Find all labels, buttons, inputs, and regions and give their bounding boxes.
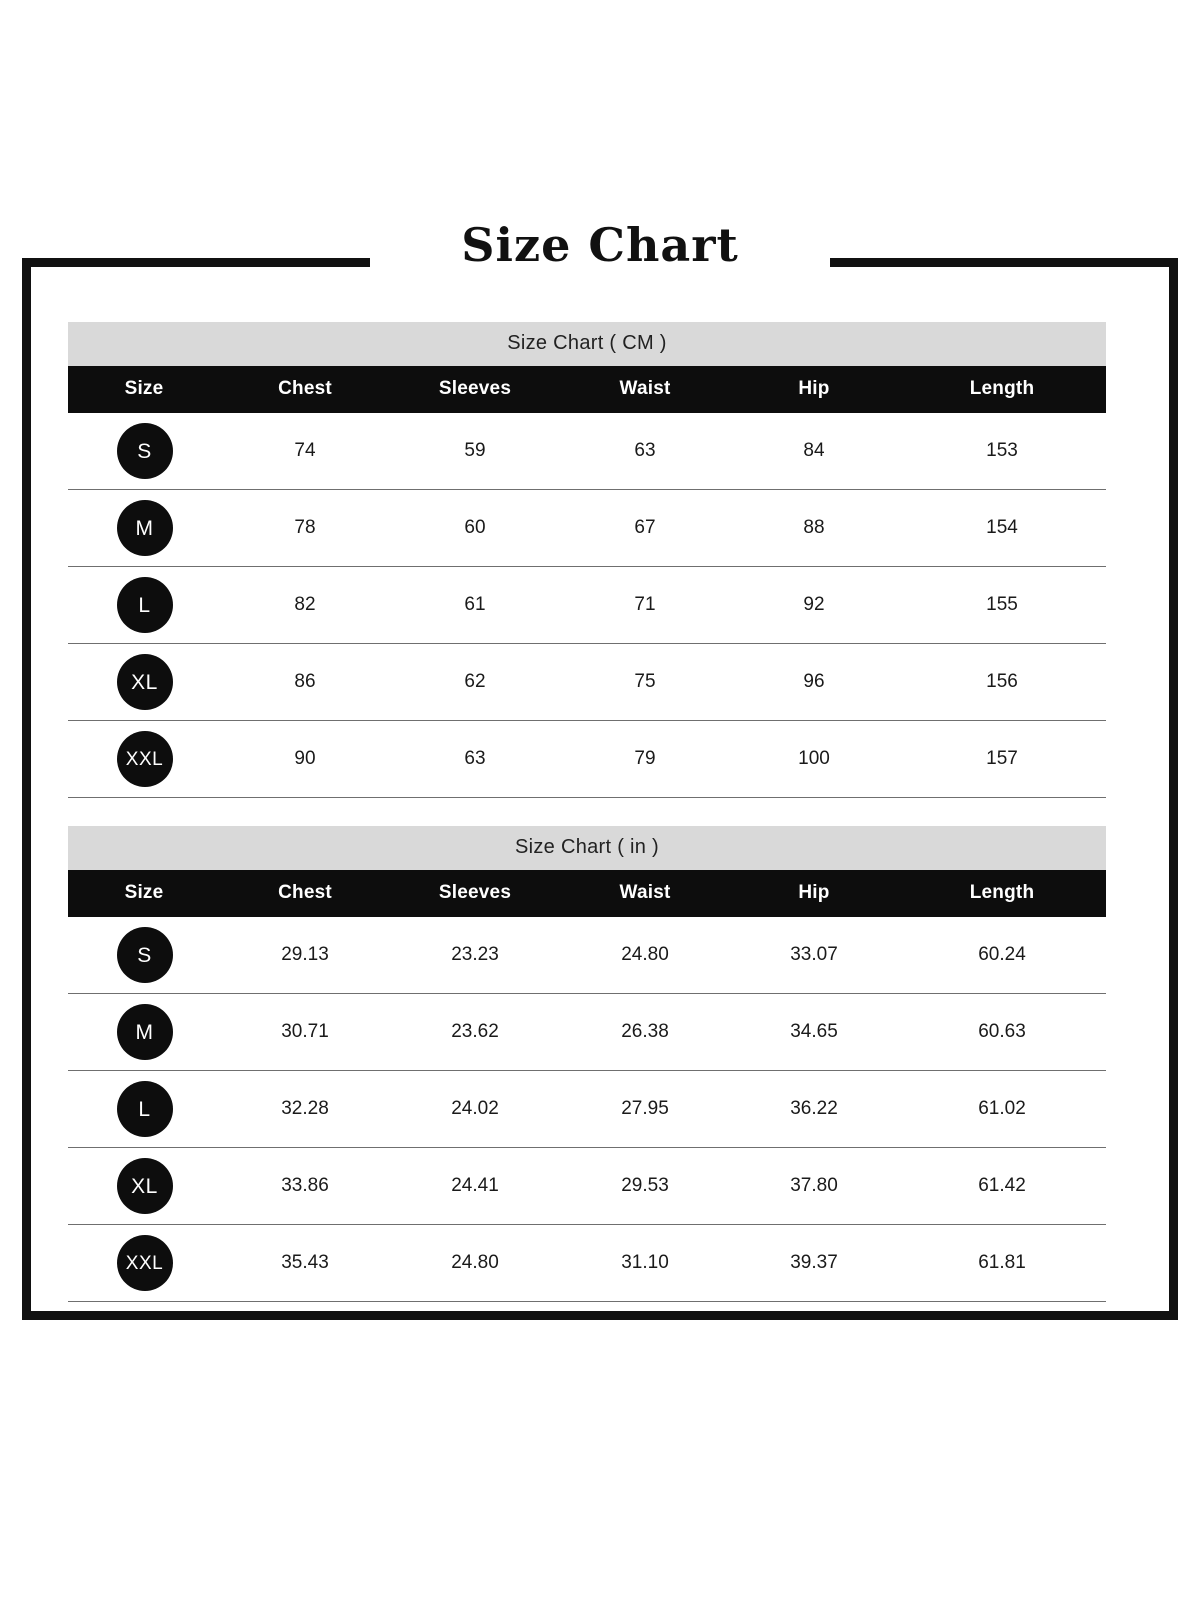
waist-cell: 24.80	[560, 917, 730, 994]
frame-bottom-border	[22, 1311, 1178, 1320]
column-header-chest: Chest	[220, 870, 390, 917]
column-header-size: Size	[68, 366, 220, 413]
length-cell: 155	[898, 567, 1106, 644]
size-cell	[68, 490, 220, 567]
size-cell	[68, 994, 220, 1071]
size-badge: L	[117, 1081, 173, 1137]
size-badge: S	[117, 423, 173, 479]
hip-cell: 33.07	[730, 917, 898, 994]
chest-cell: 90	[220, 721, 390, 798]
table-row	[68, 917, 1106, 994]
size-chart-in-block	[68, 826, 1106, 1302]
size-chart-in-caption: Size Chart ( in )	[68, 826, 1106, 870]
hip-cell: 88	[730, 490, 898, 567]
waist-cell: 71	[560, 567, 730, 644]
hip-cell: 36.22	[730, 1071, 898, 1148]
sleeves-cell: 24.02	[390, 1071, 560, 1148]
size-cell	[68, 1071, 220, 1148]
hip-cell: 100	[730, 721, 898, 798]
column-header-hip: Hip	[730, 366, 898, 413]
column-header-waist: Waist	[560, 870, 730, 917]
page-title: Size Chart	[461, 218, 739, 272]
length-cell: 156	[898, 644, 1106, 721]
length-cell: 61.02	[898, 1071, 1106, 1148]
chest-cell: 78	[220, 490, 390, 567]
hip-cell: 37.80	[730, 1148, 898, 1225]
size-badge: L	[117, 577, 173, 633]
size-cell	[68, 413, 220, 490]
chest-cell: 86	[220, 644, 390, 721]
table-header-row	[68, 870, 1106, 917]
sleeves-cell: 61	[390, 567, 560, 644]
hip-cell: 39.37	[730, 1225, 898, 1302]
size-cell	[68, 721, 220, 798]
size-cell	[68, 644, 220, 721]
hip-cell: 92	[730, 567, 898, 644]
sleeves-cell: 24.80	[390, 1225, 560, 1302]
table-row	[68, 721, 1106, 798]
waist-cell: 79	[560, 721, 730, 798]
hip-cell: 84	[730, 413, 898, 490]
hip-cell: 34.65	[730, 994, 898, 1071]
size-badge: M	[117, 500, 173, 556]
sleeves-cell: 60	[390, 490, 560, 567]
size-badge: XXL	[117, 1235, 173, 1291]
chest-cell: 82	[220, 567, 390, 644]
length-cell: 157	[898, 721, 1106, 798]
sleeves-cell: 24.41	[390, 1148, 560, 1225]
chest-cell: 35.43	[220, 1225, 390, 1302]
column-header-length: Length	[898, 870, 1106, 917]
table-row	[68, 490, 1106, 567]
size-chart-content	[68, 322, 1106, 1302]
length-cell: 154	[898, 490, 1106, 567]
sleeves-cell: 23.23	[390, 917, 560, 994]
length-cell: 153	[898, 413, 1106, 490]
size-cell	[68, 1225, 220, 1302]
waist-cell: 31.10	[560, 1225, 730, 1302]
chest-cell: 33.86	[220, 1148, 390, 1225]
length-cell: 61.42	[898, 1148, 1106, 1225]
column-header-chest: Chest	[220, 366, 390, 413]
size-badge: XXL	[117, 731, 173, 787]
column-header-sleeves: Sleeves	[390, 366, 560, 413]
sleeves-cell: 62	[390, 644, 560, 721]
length-cell: 60.63	[898, 994, 1106, 1071]
size-badge: XL	[117, 1158, 173, 1214]
size-cell	[68, 917, 220, 994]
size-badge: S	[117, 927, 173, 983]
table-row	[68, 1071, 1106, 1148]
waist-cell: 63	[560, 413, 730, 490]
size-chart-cm-caption: Size Chart ( CM )	[68, 322, 1106, 366]
chest-cell: 74	[220, 413, 390, 490]
column-header-sleeves: Sleeves	[390, 870, 560, 917]
size-cell	[68, 567, 220, 644]
sleeves-cell: 63	[390, 721, 560, 798]
waist-cell: 75	[560, 644, 730, 721]
waist-cell: 29.53	[560, 1148, 730, 1225]
table-row	[68, 994, 1106, 1071]
table-header-row	[68, 366, 1106, 413]
column-header-length: Length	[898, 366, 1106, 413]
waist-cell: 27.95	[560, 1071, 730, 1148]
waist-cell: 67	[560, 490, 730, 567]
length-cell: 60.24	[898, 917, 1106, 994]
size-badge: M	[117, 1004, 173, 1060]
column-header-hip: Hip	[730, 870, 898, 917]
size-chart-cm-block	[68, 322, 1106, 798]
frame-left-border	[22, 258, 31, 1320]
size-badge: XL	[117, 654, 173, 710]
sleeves-cell: 59	[390, 413, 560, 490]
column-header-size: Size	[68, 870, 220, 917]
table-row	[68, 1225, 1106, 1302]
table-row	[68, 567, 1106, 644]
table-row	[68, 1148, 1106, 1225]
hip-cell: 96	[730, 644, 898, 721]
chest-cell: 29.13	[220, 917, 390, 994]
size-chart-cm-table	[68, 366, 1106, 798]
waist-cell: 26.38	[560, 994, 730, 1071]
length-cell: 61.81	[898, 1225, 1106, 1302]
column-header-waist: Waist	[560, 366, 730, 413]
chest-cell: 32.28	[220, 1071, 390, 1148]
frame-right-border	[1169, 258, 1178, 1320]
chest-cell: 30.71	[220, 994, 390, 1071]
sleeves-cell: 23.62	[390, 994, 560, 1071]
table-row	[68, 413, 1106, 490]
size-cell	[68, 1148, 220, 1225]
table-row	[68, 644, 1106, 721]
size-chart-in-table	[68, 870, 1106, 1302]
